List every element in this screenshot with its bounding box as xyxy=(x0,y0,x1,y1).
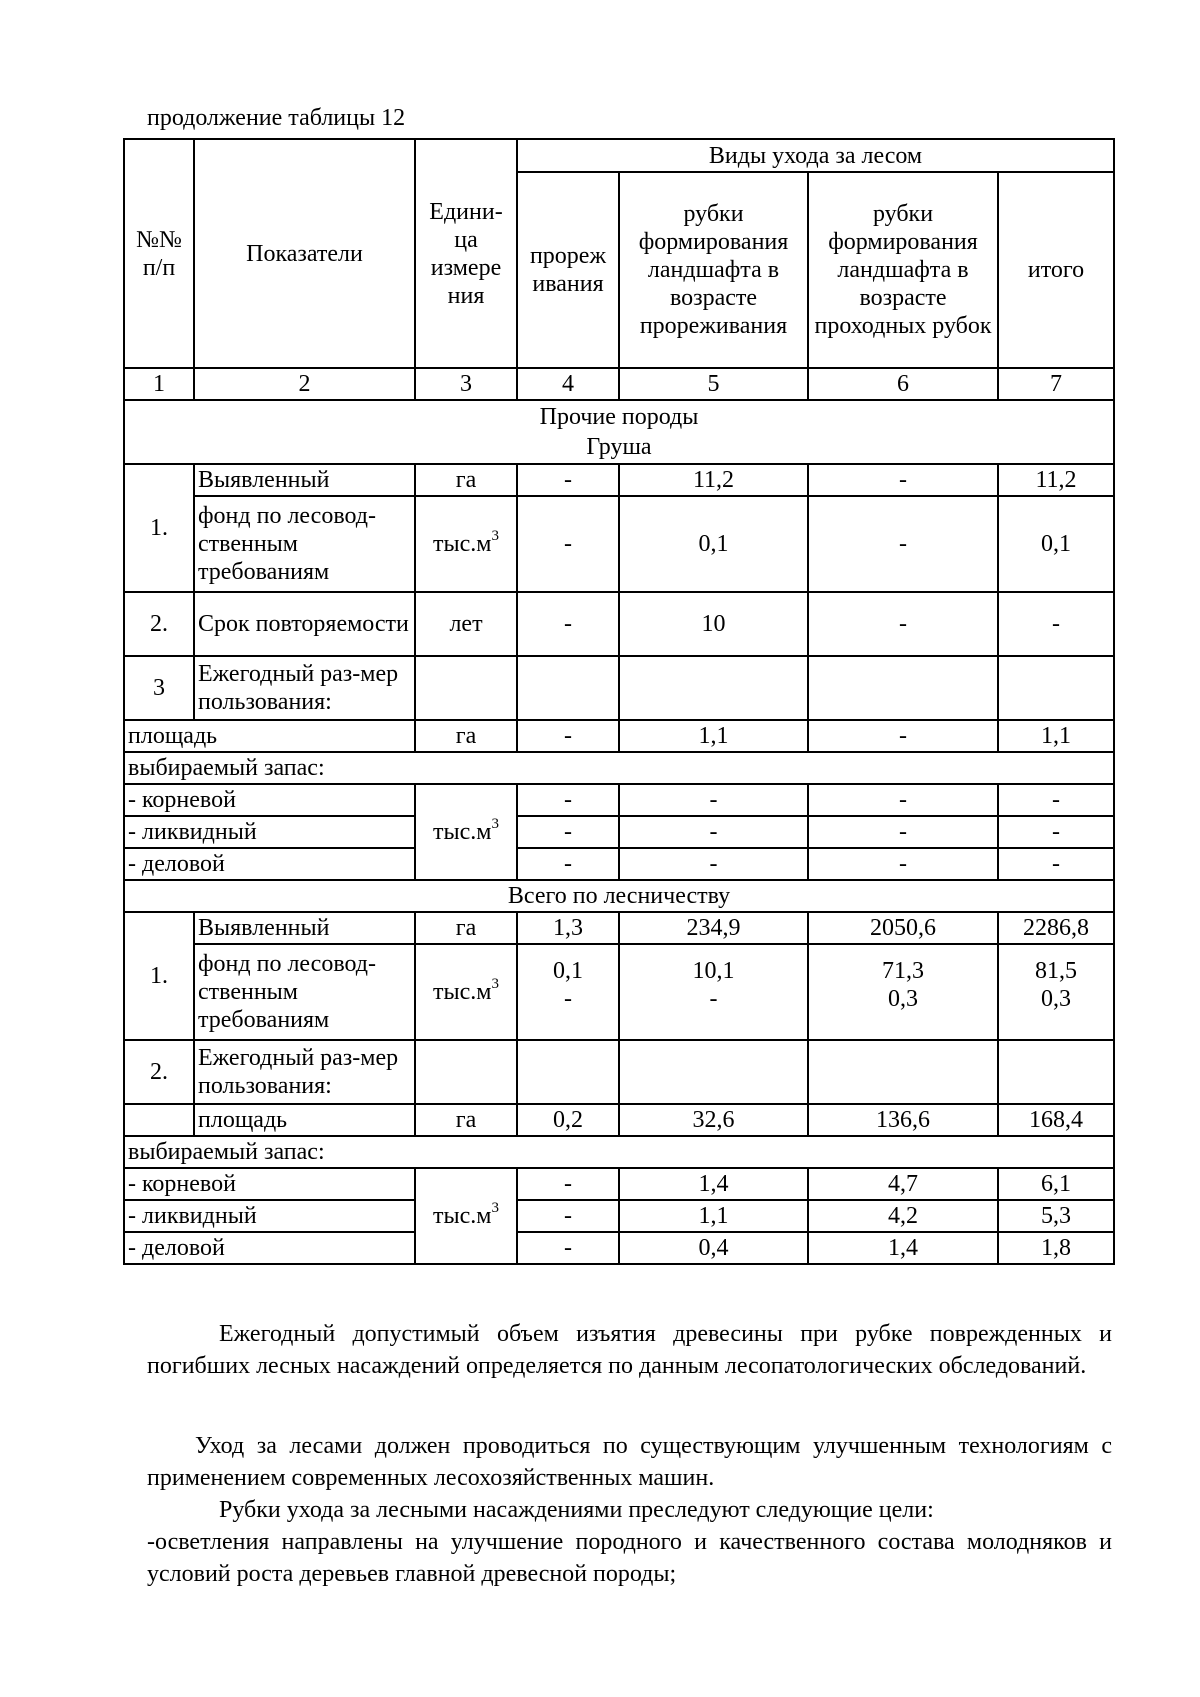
table-row xyxy=(124,752,1114,784)
table-row xyxy=(124,592,1114,656)
header-care-types: Виды ухода за лесом xyxy=(517,139,1114,172)
value-cell: - xyxy=(808,496,998,592)
value-cell: 2050,6 xyxy=(808,912,998,944)
col-number: 3 xyxy=(415,368,517,400)
value-cell: 4,7 xyxy=(808,1168,998,1200)
value-cell: 234,9 xyxy=(619,912,808,944)
row-number: 2. xyxy=(124,592,194,656)
value-line: 81,5 xyxy=(1035,958,1077,984)
col-number: 2 xyxy=(194,368,415,400)
value-cell: - xyxy=(517,1200,619,1232)
row-number: 1. xyxy=(124,912,194,1040)
unit-text: тыс.м xyxy=(433,979,492,1005)
row-number: 2. xyxy=(124,1040,194,1104)
empty-cell xyxy=(808,656,998,720)
unit-text: тыс.м xyxy=(433,531,492,557)
value-cell: 32,6 xyxy=(619,1104,808,1136)
unit-cell xyxy=(415,784,517,880)
row-label: - деловой xyxy=(124,848,415,880)
header-total: итого xyxy=(998,172,1114,368)
section-header-row xyxy=(124,880,1114,912)
value-cell: - xyxy=(517,816,619,848)
value-cell: 0,1 xyxy=(619,496,808,592)
unit-cell: лет xyxy=(415,592,517,656)
unit-cell xyxy=(415,496,517,592)
value-cell: - xyxy=(808,784,998,816)
row-label: - ликвидный xyxy=(124,816,415,848)
unit-cell xyxy=(415,944,517,1040)
section-header-row xyxy=(124,400,1114,464)
value-cell: 0,4 xyxy=(619,1232,808,1264)
value-cell: 1,3 xyxy=(517,912,619,944)
empty-cell xyxy=(998,1040,1114,1104)
table-row xyxy=(124,720,1114,752)
row-label: Ежегодный раз-мер пользования: xyxy=(194,1040,415,1104)
unit-superscript: 3 xyxy=(491,528,499,544)
value-cell: 5,3 xyxy=(998,1200,1114,1232)
value-cell: 11,2 xyxy=(619,464,808,496)
unit-cell: га xyxy=(415,912,517,944)
value-cell: - xyxy=(808,720,998,752)
value-cell: 0,2 xyxy=(517,1104,619,1136)
row-label: Срок повторяемости xyxy=(194,592,415,656)
value-cell: - xyxy=(998,848,1114,880)
value-cell: - xyxy=(619,816,808,848)
unit-text: тыс.м xyxy=(433,819,492,845)
value-cell: 10 xyxy=(619,592,808,656)
row-label: Выявленный xyxy=(194,912,415,944)
value-line: 0,1 xyxy=(553,958,583,984)
value-cell: - xyxy=(517,720,619,752)
table-row xyxy=(124,1168,1114,1200)
value-cell: 1,1 xyxy=(619,720,808,752)
row-label: фонд по лесовод-ственным требованиям xyxy=(194,496,415,592)
empty-cell xyxy=(415,1040,517,1104)
row-label: фонд по лесовод-ственным требованиям xyxy=(194,944,415,1040)
table-row xyxy=(124,1136,1114,1168)
unit-cell: га xyxy=(415,1104,517,1136)
value-cell: 1,4 xyxy=(619,1168,808,1200)
table-row xyxy=(124,1104,1114,1136)
value-cell: - xyxy=(998,816,1114,848)
value-cell: 1,1 xyxy=(998,720,1114,752)
unit-text: тыс.м xyxy=(433,1203,492,1229)
header-num: №№ п/п xyxy=(124,139,194,368)
value-cell: 136,6 xyxy=(808,1104,998,1136)
empty-cell xyxy=(998,656,1114,720)
value-cell: - xyxy=(517,784,619,816)
unit-cell xyxy=(415,1168,517,1264)
value-cell: - xyxy=(808,848,998,880)
value-cell: - xyxy=(517,848,619,880)
value-cell: - xyxy=(619,784,808,816)
header-landscape-passing: рубки формирования ландшафта в возрасте проходных рубок xyxy=(808,172,998,368)
col-number: 5 xyxy=(619,368,808,400)
value-cell xyxy=(808,944,998,1040)
row-number: 3 xyxy=(124,656,194,720)
value-cell: - xyxy=(998,592,1114,656)
value-cell: - xyxy=(517,1232,619,1264)
empty-cell xyxy=(517,656,619,720)
value-line: - xyxy=(709,986,718,1012)
table-row xyxy=(124,1200,1114,1232)
section-title xyxy=(124,400,1114,464)
value-cell: 2286,8 xyxy=(998,912,1114,944)
unit-cell: га xyxy=(415,464,517,496)
row-label: Выявленный xyxy=(194,464,415,496)
value-cell: - xyxy=(517,464,619,496)
empty-cell xyxy=(619,1040,808,1104)
value-cell: - xyxy=(517,496,619,592)
empty-cell xyxy=(808,1040,998,1104)
value-cell: - xyxy=(808,592,998,656)
col-number: 7 xyxy=(998,368,1114,400)
value-line: 71,3 xyxy=(882,958,924,984)
empty-cell xyxy=(415,656,517,720)
table-caption: продолжение таблицы 12 xyxy=(147,105,406,131)
section-subtitle-line: Груша xyxy=(586,434,652,460)
value-cell xyxy=(998,944,1114,1040)
header-thinning: прореж ивания xyxy=(517,172,619,368)
row-label: Ежегодный раз-мер пользования: xyxy=(194,656,415,720)
column-number-row xyxy=(124,368,1114,400)
unit-superscript: 3 xyxy=(491,1200,499,1216)
empty-cell xyxy=(619,656,808,720)
value-cell: - xyxy=(998,784,1114,816)
table-row xyxy=(124,496,1114,592)
value-cell: - xyxy=(619,848,808,880)
row-label: площадь xyxy=(194,1104,415,1136)
row-label: выбираемый запас: xyxy=(124,1136,1114,1168)
header-unit: Едини-ца измере ния xyxy=(415,139,517,368)
value-line: 0,3 xyxy=(1041,986,1071,1012)
paragraph-goals: Рубки ухода за лесными насаждениями преследуют следующие цели: xyxy=(219,1497,934,1523)
table-row xyxy=(124,464,1114,496)
value-cell xyxy=(619,944,808,1040)
value-cell: 168,4 xyxy=(998,1104,1114,1136)
forest-care-table xyxy=(123,138,1115,1265)
value-line: 0,3 xyxy=(888,986,918,1012)
value-cell: 1,4 xyxy=(808,1232,998,1264)
header-row xyxy=(124,139,1114,172)
table-row xyxy=(124,944,1114,1040)
value-cell: 1,1 xyxy=(619,1200,808,1232)
value-cell: - xyxy=(517,592,619,656)
row-label: - корневой xyxy=(124,1168,415,1200)
empty-cell xyxy=(517,1040,619,1104)
section-title-line: Прочие породы xyxy=(539,404,699,430)
col-number: 1 xyxy=(124,368,194,400)
value-line: - xyxy=(564,986,572,1012)
value-cell: - xyxy=(808,816,998,848)
value-cell: 4,2 xyxy=(808,1200,998,1232)
value-cell: 1,8 xyxy=(998,1232,1114,1264)
paragraph-forest-care: Уход за лесами должен проводиться по существующим улучшенным технологиям с применением современных лесохозяйственных машин. xyxy=(147,1433,1112,1491)
col-number: 6 xyxy=(808,368,998,400)
table-row xyxy=(124,816,1114,848)
row-label: выбираемый запас: xyxy=(124,752,1114,784)
row-label: - ликвидный xyxy=(124,1200,415,1232)
value-cell: 11,2 xyxy=(998,464,1114,496)
row-label: - корневой xyxy=(124,784,415,816)
table-row xyxy=(124,848,1114,880)
section-title: Всего по лесничеству xyxy=(124,880,1114,912)
paragraph-clearing: -осветления направлены на улучшение породного и качественного состава молодняков и условий роста деревьев главной древесной породы; xyxy=(147,1529,1112,1587)
value-line: 10,1 xyxy=(692,958,735,984)
header-indicator: Показатели xyxy=(194,139,415,368)
table-row xyxy=(124,912,1114,944)
value-cell: 6,1 xyxy=(998,1168,1114,1200)
col-number: 4 xyxy=(517,368,619,400)
value-cell: - xyxy=(517,1168,619,1200)
paragraph-annual-volume: Ежегодный допустимый объем изъятия древесины при рубке поврежденных и погибших лесных насаждений определяется по данным лесопатологических обследований. xyxy=(147,1321,1112,1379)
empty-cell xyxy=(124,1104,194,1136)
value-cell: - xyxy=(808,464,998,496)
unit-superscript: 3 xyxy=(491,976,499,992)
table-row xyxy=(124,656,1114,720)
value-cell: 0,1 xyxy=(998,496,1114,592)
table-row xyxy=(124,1040,1114,1104)
header-landscape-thinning: рубки формирования ландшафта в возрасте прореживания xyxy=(619,172,808,368)
unit-superscript: 3 xyxy=(491,816,499,832)
value-cell xyxy=(517,944,619,1040)
row-label: площадь xyxy=(124,720,415,752)
row-number: 1. xyxy=(124,464,194,592)
table-row xyxy=(124,784,1114,816)
table-row xyxy=(124,1232,1114,1264)
row-label: - деловой xyxy=(124,1232,415,1264)
unit-cell: га xyxy=(415,720,517,752)
